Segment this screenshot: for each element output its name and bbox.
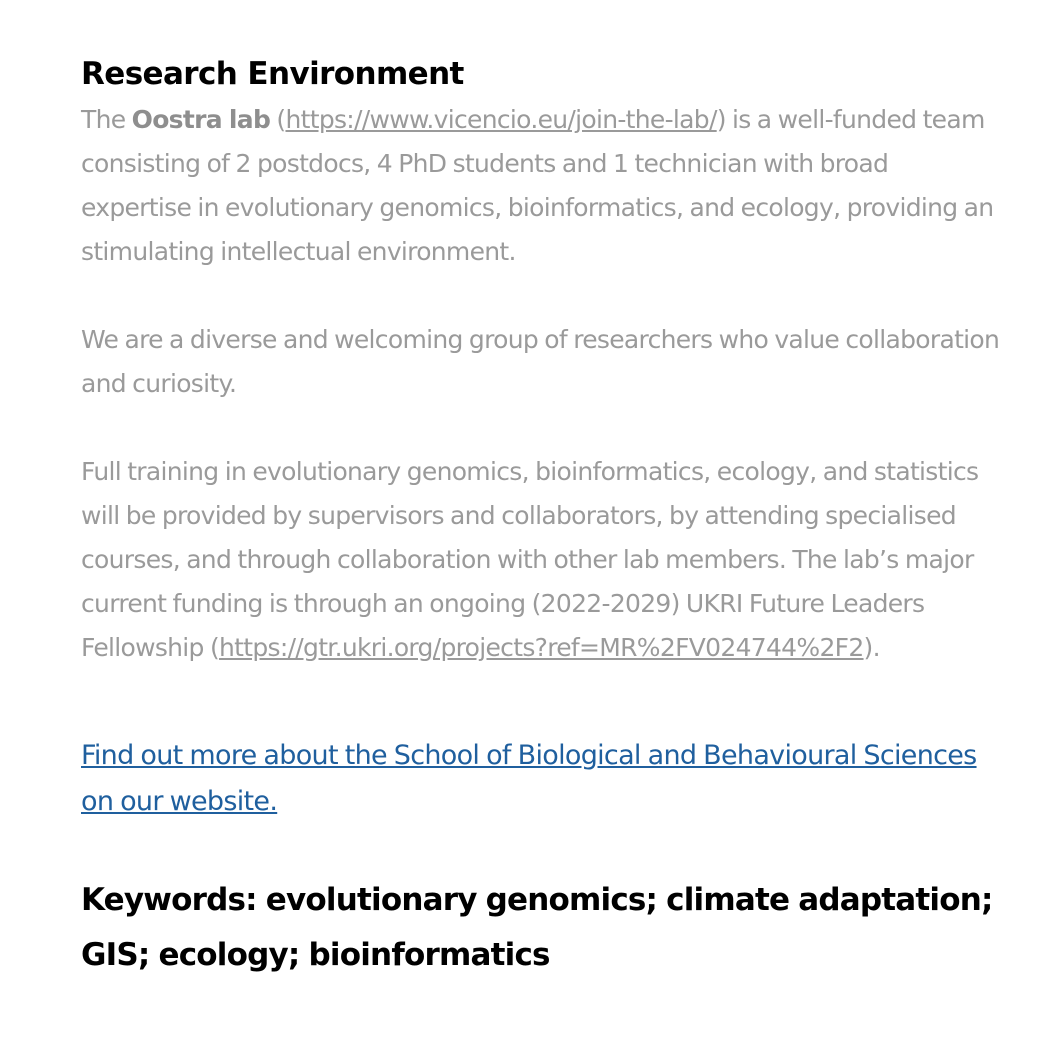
school-website-link[interactable]: Find out more about the School of Biological and Behavioural Sciences on our website. xyxy=(81,740,977,817)
lab-website-link[interactable]: https://www.vicencio.eu/join-the-lab/ xyxy=(285,105,717,134)
keywords-heading: Keywords: evolutionary genomics; climate adaptation; GIS; ecology; bioinformatics xyxy=(81,882,993,973)
funding-link[interactable]: https://gtr.ukri.org/projects?ref=MR%2FV024744%2F2 xyxy=(219,633,864,662)
paren-open-text: ( xyxy=(270,105,286,134)
diversity-paragraph: We are a diverse and welcoming group of researchers who value collaboration and curiosity. xyxy=(81,325,1000,398)
lab-name: Oostra lab xyxy=(131,105,271,134)
research-environment-section xyxy=(81,50,1001,983)
lab-description-text: ) is a well-funded team consisting of 2 postdocs, 4 PhD students and 1 technician with broad expertise in evolutionary genomics, bioinformatics, and ecology, providing an stimulating intellectual environment. xyxy=(81,105,994,266)
lab-description-paragraph xyxy=(81,98,1001,274)
training-closing-text: ). xyxy=(863,633,880,662)
training-paragraph xyxy=(81,450,1001,670)
training-text: Full training in evolutionary genomics, bioinformatics, ecology, and statistics will be provided by supervisors and collaborators, by attending specialised courses, and through collaboration with other lab members. The lab’s major current funding is through an ongoing (2022-2029) UKRI Future Leaders Fellowship ( xyxy=(81,457,979,662)
section-title: Research Environment xyxy=(81,56,464,92)
lab-intro-text: The xyxy=(81,105,132,134)
